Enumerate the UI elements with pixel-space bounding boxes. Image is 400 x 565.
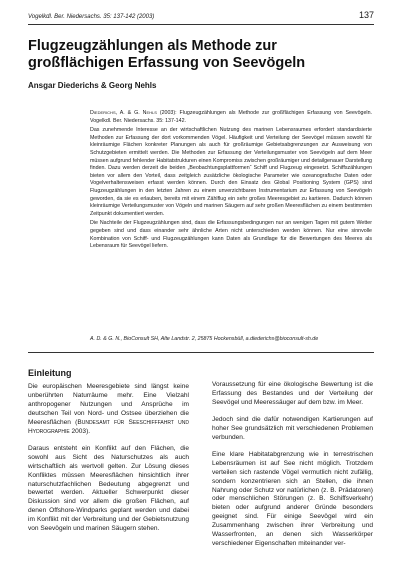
reference-citation: Bundesamt für Seeschifffahrt und Hydrographie xyxy=(28,418,189,435)
article-title: Flugzeugzählungen als Methode zur großflächigen Erfassung von Seevögeln xyxy=(28,38,306,71)
author-address: A. D. & G. N., BioConsult SH, Alte Landstr. 2, 25875 Hockensbüll, a.diederichs@bioconsult-sh.de xyxy=(90,336,319,342)
citation-authors: Diederichs, A. & G. Nehls xyxy=(90,110,157,116)
section-heading: Einleitung xyxy=(28,368,72,378)
abstract-paragraph-2: Die Nachteile der Flugzeugzählungen sind, dass die Erfassungsbedingungen nur an wenigen Tagen mit gutem Wetter gegeben sind und dass einander sehr ähnliche Arten nicht unterschieden werden können. Nur eine sinnvolle Kombination von Schiff- und Flugzeugzählungen kann Daten als Grundlage für die Bewertungen des Meeres als Lebensraum für Seevögel liefern. xyxy=(90,220,372,250)
running-header xyxy=(28,10,374,24)
journal-citation: Vogelkdl. Ber. Niedersachs. 35: 137-142 (2003) xyxy=(28,14,155,20)
abstract-citation xyxy=(90,110,372,125)
body-paragraph: Daraus entsteht ein Konflikt auf den Flächen, die sowohl aus Sicht des Naturschutzes als auch wirtschaftlich als wertvoll gelten. Zur Lösung dieses Konfliktes müssen Meeresflächen hinsichtlich ihrer naturschutzfachlichen Bedeutung abgegrenzt und bewertet werden. Aktueller Schwerpunkt dieser Diskussion sind vor allem die großen Flächen, auf denen Offshore-Windparks geplant werden und dabei im Konflikt mit der Verbreitung und der Gebietsnutzung von Seevögeln und marinen Säugern stehen. xyxy=(28,444,189,533)
citation-text: (2003): Flugzeugzählungen als Methode zur großflächigen Erfassung von Seevögeln. Vogelkdl. Ber. Niedersachs. 35: 137-142. xyxy=(90,110,373,124)
body-paragraph: Eine klare Habitatabgrenzung wie in terrestrischen Lebensräumen ist auf See nicht möglich. Trotzdem verteilen sich rastende Vögel vermutlich nicht zufällig, sondern konzentrieren sich an Stellen, die ihnen Nahrung oder Schutz vor natürlichen (z. B. Prädatoren) oder menschlichen Störungen (z. B. Schiffsverkehr) bieten oder aufgrund anderer Gründe besonders geeignet sind. Für einige Seevögel wird ein Zusammenhang zwischen ihrer Verbreitung und Wasserfronten, an denen sich Wasserkörper verschiedener Eigenschaften miteinander ver- xyxy=(212,450,373,548)
page-number: 137 xyxy=(358,10,374,20)
section-rule xyxy=(28,352,374,353)
abstract xyxy=(90,110,372,253)
abstract-paragraph-1: Das zunehmende Interesse an der wirtschaftlichen Nutzung des marinen Lebensraumes erfordert standardisierte Methoden zur Erfassung der dort vorkommenden Vögel. Häufigkeit und Verteilung der Seevögel müssen sowohl für kleinräumige Flächen konkreter Planungen als auch für großräumige Gebietsabgrenzungen zur Ausweisung von Schutzgebieten ermittelt werden. Die Methoden zur Erfassung der Verteilungsmuster von Seevögeln auf dem Meer müssen aufgrund fehlender Habitatstrukturen einen Kompromiss zwischen großräumiger und detailgenauer Darstellung finden. Dazu werden derzeit die beiden „Beobachtungsplattformen“ Schiff und Flugzeug eingesetzt. Schiffszählungen bieten vor allem den Vorteil, dass zeitgleich zusätzliche ökologische Parameter wie ozeanografische Daten oder Vogelverhaltensweisen erfasst werden können. Durch den Einsatz des Global Positioning System (GPS) sind Flugzeugzählungen in den letzten Jahren zu einem unverzichtbaren Instrumentarium zur Erfassung von Seevögeln geworden, da sie es erlauben, bereits mit einem Zählflug ein sehr großes Meeresgebiet zu kartieren. Dadurch können kleinräumige Verteilungsmuster von Vögeln und marinen Säugern auf sehr großen Meeresflächen zu einem bestimmten Zeitpunkt dokumentiert werden. xyxy=(90,127,372,217)
body-column-left xyxy=(28,368,189,542)
body-paragraph xyxy=(28,383,189,437)
reference-year: 2003). xyxy=(69,427,91,435)
body-paragraph: Jedoch sind die dafür notwendigen Kartierungen auf hoher See grundsätzlich mit verschiedenen Problemen verbunden. xyxy=(212,415,373,441)
header-rule xyxy=(28,24,374,25)
body-column-right xyxy=(212,381,373,557)
body-paragraph: Voraussetzung für eine ökologische Bewertung ist die Erfassung des Bestandes und der Verteilung der Seevögel und Meeressäuger auf dem bzw. im Meer. xyxy=(212,381,373,406)
article-authors: Ansgar Diederichs & Georg Nehls xyxy=(28,81,157,90)
paragraph-text: Die europäischen Meeresgebiete sind längst keine unberührten Naturräume mehr. Eine Vielzahl anthropogener Nutzungen und Ansprüche im deutschen Teil von Nord- und Ostsee überziehen die Meeresflächen ( xyxy=(28,383,189,426)
